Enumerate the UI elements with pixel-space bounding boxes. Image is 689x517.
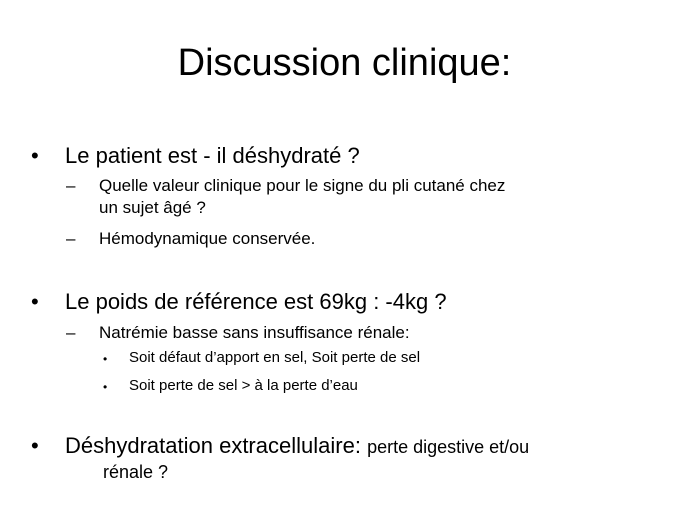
subitem-hemodynamics: Hémodynamique conservée. (99, 229, 316, 248)
subsubitem-salt-loss: Soit perte de sel > à la perte d’eau (129, 377, 358, 394)
bullet-item-extracellular-main: Déshydratation extracellulaire: (65, 433, 361, 458)
subitem-skin-fold (99, 175, 659, 219)
subitem-natremia: Natrémie basse sans insuffisance rénale: (99, 323, 410, 342)
bullet-marker: • (31, 289, 39, 314)
dot-marker: • (103, 380, 108, 394)
bullet-item-extracellular (65, 433, 529, 460)
slide-title: Discussion clinique: (177, 42, 512, 84)
bullet-marker: • (31, 433, 39, 458)
dot-marker: • (103, 352, 108, 366)
bullet-item-dehydration: Le patient est - il déshydraté ? (65, 143, 360, 168)
dash-marker: – (66, 323, 76, 342)
dash-marker: – (66, 176, 76, 195)
bullet-item-extracellular-detail: perte digestive et/ou (367, 437, 530, 457)
subitem-skin-fold-line2: un sujet âgé ? (99, 198, 206, 217)
subitem-skin-fold-line1: Quelle valeur clinique pour le signe du pli cutané chez (99, 176, 506, 195)
bullet-marker: • (31, 143, 39, 168)
bullet-item-extracellular-cont: rénale ? (103, 462, 169, 482)
bullet-item-weight: Le poids de référence est 69kg : -4kg ? (65, 289, 447, 314)
subsubitem-salt-intake: Soit défaut d’apport en sel, Soit perte de sel (129, 349, 421, 366)
dash-marker: – (66, 229, 76, 248)
